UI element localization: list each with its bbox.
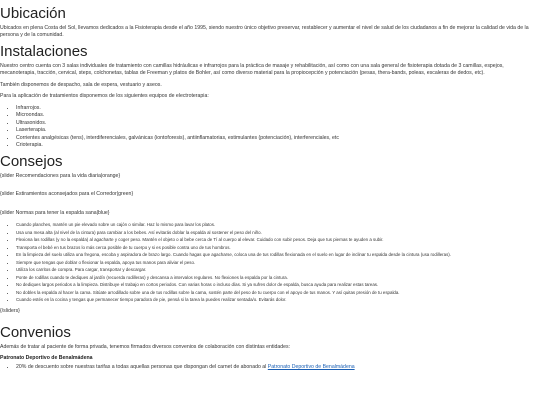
sliders-end-tag: {/sliders}: [0, 307, 20, 314]
list-item: [16, 364, 540, 372]
list-item: • No dobles la espalda al hacer la cama. Sitúate arrodillado sobre una de tus rodillas sobre la cama, sostén parte del peso de tu cuerpo con el apoyo de tus manos. Y así quitas presión de tu espalda.: [16, 289, 540, 296]
partner-link[interactable]: Patronato Deportivo de Benalmádena: [267, 363, 355, 370]
list-item: • Siempre que tengas que doblar o flexionar la espalda, apoya tus manos para aliviar el peso.: [16, 259, 540, 266]
convenios-text: Además de tratar al paciente de forma privada, tenemos firmados diversos convenios de colaboración con distintas entidades:: [0, 343, 291, 350]
list-item: • Cuando estés en la cocina y tengas que permanecer tiempo paradora de pie, pensá si la tarea la puedes realizar sentada/o. Evitarás dolor.: [16, 296, 540, 303]
list-item: • Laserterapia.: [16, 127, 540, 135]
list-item: • Crioterapia.: [16, 142, 540, 150]
slider-tag-recomendaciones: {slider Recomendaciones para la vida diaria|orange}: [0, 172, 121, 179]
section-title-ubicacion: Ubicación: [0, 5, 66, 22]
partner-benefits-list: [0, 364, 540, 372]
list-item: • Microondas.: [16, 112, 540, 120]
list-item: • Ponte de rodillas cuando te dediques al jardín (recuerda rodilleras) y descansa a intervalos regulares. No flexiones la espalda por la cintura.: [16, 274, 540, 281]
list-item: • Transporta el bebé en tus brazos lo más cerca posible de tu cuerpo y si es posible contra uno de tus hombros.: [16, 244, 540, 251]
section-title-instalaciones: Instalaciones: [0, 42, 88, 60]
discount-text: 20% de descuento sobre nuestras tarifas a todas aquellas personas que dispongan del carnet de abonado al: [16, 363, 267, 370]
section-title-consejos: Consejos: [0, 152, 63, 170]
list-item: • Infrarrojos.: [16, 105, 540, 113]
instalaciones-text: Nuestro centro cuenta con 3 salas individuales de tratamiento con camillas hidráulicas e infrarrojos para la práctica de masaje y rehabilitación, así como con una sala general de fisioterapia dotada de 3 camillas, espejos, mecanoterapia, tracción, cervical, steps, colchonetas, tablas de Freeman y platos de Bohler, así como diverso material para la propiocepción y potenciación (pesas, thera-bands, poleas, escaleras de dedos, etc).: [0, 62, 504, 77]
list-item: • Utiliza los carritos de compra. Para cargar, transportar y descargar.: [16, 266, 540, 273]
section-title-convenios: Convenios: [0, 324, 71, 342]
list-item: • No dediques largos periodos a la limpieza. Distribuye el trabajo en cortos periodos. Con varias horas o incluso días. Si ya sufres dolor de espalda, busca ayuda para realizar estas tareas.: [16, 281, 540, 288]
list-item: • Usa una mesa alta (al nivel de la cintura) para cambiar a los bebes. Así evitarás doblar la espalda al sostener el peso del niño.: [16, 229, 540, 236]
slider-tag-estiramientos: {slider Estiramientos aconsejados para el Corredor|green}: [0, 191, 134, 198]
equipment-list: [0, 105, 540, 150]
instalaciones-facilities-text: También disponemos de despacho, sala de espera, vestuario y aseos.: [0, 81, 162, 88]
list-item: • Ultrasonidos.: [16, 120, 540, 128]
partner-name: Patronato Deportivo de Benalmádena: [0, 355, 93, 362]
list-item: • En la limpieza del suelo utiliza una fregona, escoba y aspiradora de brazo largo. Cuando hagas que agacharse, coloca una de tus rodillas flexionada en el suelo en lugar de inclinar tu espalda desde la cintura (usa rodilleras).: [16, 251, 540, 258]
list-item: • Cuando planches, mantén un pie elevado sobre un cajón o similar. Haz lo mismo para lavar los platos.: [16, 221, 540, 228]
slider-tag-espalda: {slider Normas para tener la espalda sana|blue}: [0, 209, 110, 216]
list-item: • Corrientes analgésicas (tens), interdiferenciales, galvánicas (iontoforesis), antiinflamatorias, estimulantes (potenciación), interferenciales, etc: [16, 135, 540, 143]
tips-list: [0, 221, 540, 303]
list-item: • Flexiona las rodillas (y no la espalda) al agacharte y coger peso. Mantén el objeto o al bebe cerca de Tí al cuerpo al elevar. Cuidado con subir pesos. Deja que tus piernas te ayuden a subir.: [16, 236, 540, 243]
instalaciones-equipment-intro: Para la aplicación de tratamientos disponemos de los siguientes equipos de electroterapia:: [0, 93, 209, 100]
ubicacion-text: Ubicados en plena Costa del Sol, llevamos dedicados a la Fisioterapia desde el año 1995, siendo nuestro único objetivo preservar, restablecer y aumentar el nivel de salud de los ciudadanos a fin de mejorar la calidad de vida de la persona y de la comunidad.: [0, 24, 529, 39]
